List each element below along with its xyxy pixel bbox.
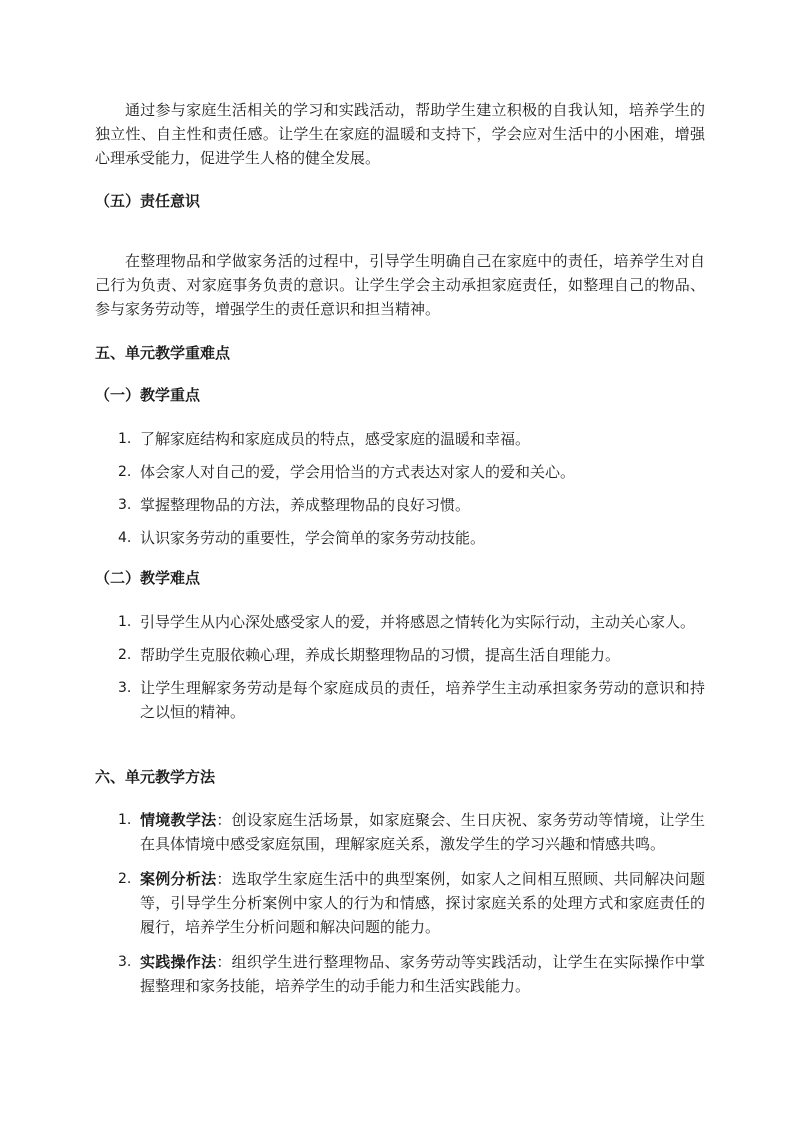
list-item — [95, 460, 705, 484]
list-item — [95, 950, 705, 998]
list-item-text: 认识家务劳动的重要性，学会简单的家务劳动技能。 — [140, 529, 486, 547]
list-item-number: 2. — [118, 871, 132, 887]
responsibility-paragraph: 在整理物品和学做家务活的过程中，引导学生明确自己在家庭中的责任，培养学生对自己行为负责、对家庭事务负责的意识。让学生学会主动承担家庭责任，如整理自己的物品、参与家务劳动等，增强学生的责任意识和担当精神。 — [95, 252, 705, 318]
list-item — [95, 643, 705, 667]
list-item-number: 4. — [118, 530, 132, 546]
list-item — [95, 526, 705, 550]
list-item-text: 了解家庭结构和家庭成员的特点，感受家庭的温暖和幸福。 — [140, 430, 531, 448]
list-item-number: 1. — [118, 431, 132, 447]
list-item-number: 3. — [118, 954, 132, 970]
list-item — [95, 610, 705, 634]
list-item-number: 3. — [118, 497, 132, 513]
list-item — [95, 676, 705, 724]
list-item-text: 体会家人对自己的爱，学会用恰当的方式表达对家人的爱和关心。 — [140, 463, 576, 481]
list-item-text: 引导学生从内心深处感受家人的爱，并将感恩之情转化为实际行动，主动关心家人。 — [140, 613, 696, 631]
method-name: 情境教学法 — [140, 811, 217, 829]
difficulties-list — [95, 610, 705, 724]
list-item-number: 1. — [118, 812, 132, 828]
list-item-number: 1. — [118, 614, 132, 630]
key-points-list — [95, 427, 705, 550]
method-name: 实践操作法 — [140, 953, 217, 971]
list-item — [95, 427, 705, 451]
list-item — [95, 867, 705, 939]
method-description: 选取学生家庭生活中的典型案例，如家人之间相互照顾、共同解决问题等，引导学生分析案例中家人的行为和情感，探讨家庭关系的处理方式和家庭责任的履行，培养学生分析问题和解决问题的能力。 — [140, 870, 705, 936]
method-description: 创设家庭生活场景，如家庭聚会、生日庆祝、家务劳动等情境，让学生在具体情境中感受家庭氛围，理解家庭关系，激发学生的学习兴趣和情感共鸣。 — [140, 811, 705, 853]
difficulties-heading: （二）教学难点 — [95, 569, 201, 587]
teaching-methods-list — [95, 808, 705, 998]
section-responsibility-heading: （五）责任意识 — [95, 192, 201, 210]
chapter-key-difficult-points-heading: 五、单元教学重难点 — [95, 344, 231, 362]
intro-paragraph: 通过参与家庭生活相关的学习和实践活动，帮助学生建立积极的自我认知，培养学生的独立性、自主性和责任感。让学生在家庭的温暖和支持下，学会应对生活中的小困难，增强心理承受能力，促进学生人格的健全发展。 — [95, 101, 705, 167]
method-separator: ： — [216, 953, 232, 971]
list-item-number: 2. — [118, 464, 132, 480]
list-item-text: 帮助学生克服依赖心理，养成长期整理物品的习惯，提高生活自理能力。 — [140, 646, 621, 664]
method-name: 案例分析法 — [140, 870, 217, 888]
method-description: 组织学生进行整理物品、家务劳动等实践活动，让学生在实际操作中掌握整理和家务技能，培养学生的动手能力和生活实践能力。 — [140, 953, 705, 995]
list-item-number: 3. — [118, 680, 132, 696]
list-item-number: 2. — [118, 647, 132, 663]
chapter-teaching-methods-heading: 六、单元教学方法 — [95, 768, 216, 786]
list-item — [95, 808, 705, 856]
list-item — [95, 493, 705, 517]
key-points-heading: （一）教学重点 — [95, 386, 201, 404]
list-item-text: 让学生理解家务劳动是每个家庭成员的责任，培养学生主动承担家务劳动的意识和持之以恒的精神。 — [140, 679, 705, 721]
list-item-text: 掌握整理物品的方法，养成整理物品的良好习惯。 — [140, 496, 471, 514]
method-separator: ： — [216, 870, 232, 888]
method-separator: ： — [216, 811, 232, 829]
